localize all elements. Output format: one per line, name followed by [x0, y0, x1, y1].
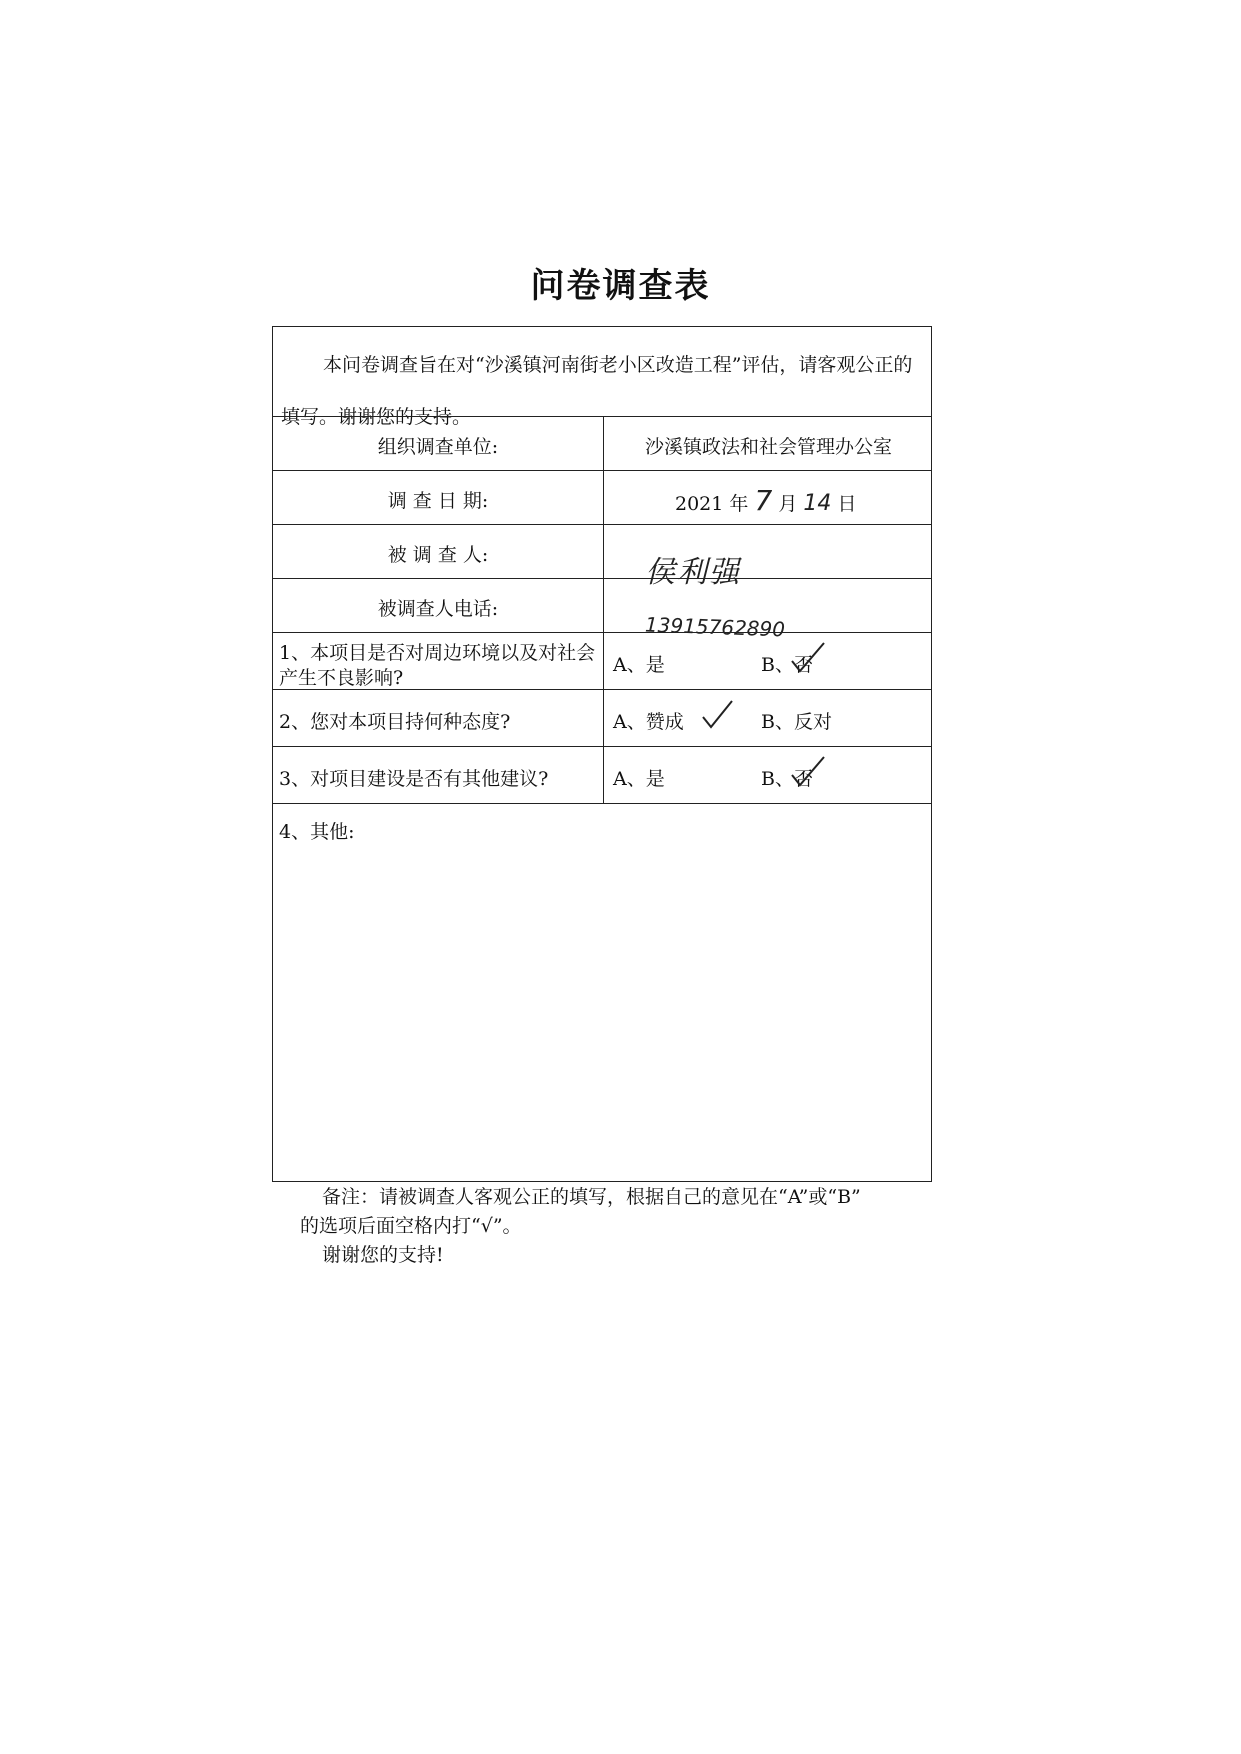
date-label: 调 查 日 期:	[387, 490, 489, 512]
checkmark-icon	[788, 637, 828, 677]
divider	[273, 578, 931, 579]
other-input-area[interactable]	[279, 847, 925, 1173]
question-3-option-a[interactable]: A、是	[613, 768, 665, 790]
divider	[273, 524, 931, 525]
column-divider	[603, 416, 604, 803]
divider	[273, 632, 931, 633]
divider	[273, 470, 931, 471]
question-2-text: 2、您对本项目持何种态度?	[279, 711, 511, 733]
question-1-option-a[interactable]: A、是	[613, 654, 665, 676]
org-label: 组织调查单位:	[377, 436, 499, 458]
divider	[273, 416, 931, 417]
date-day: 14	[803, 491, 832, 516]
other-label: 4、其他:	[279, 821, 355, 843]
date-field[interactable]	[675, 484, 856, 517]
notes-line-3: 谢谢您的支持!	[322, 1244, 444, 1266]
divider	[273, 746, 931, 747]
question-2-option-a[interactable]: A、赞成	[613, 711, 684, 733]
question-1-option-b[interactable]: B、否	[761, 654, 813, 676]
question-2-option-b[interactable]: B、反对	[761, 711, 832, 733]
intro-text: 本问卷调查旨在对“沙溪镇河南街老小区改造工程”评估，请客观公正的填写。谢谢您的支持。	[281, 354, 913, 428]
notes	[300, 1183, 940, 1270]
date-month-unit: 月	[778, 493, 798, 515]
question-1-text: 1、本项目是否对周边环境以及对社会产生不良影响?	[279, 642, 596, 689]
checkmark-icon	[699, 697, 735, 731]
divider	[273, 803, 931, 804]
checkmark-icon	[788, 751, 828, 791]
date-year: 2021 年	[675, 493, 749, 515]
page-title: 问卷调查表	[530, 266, 711, 306]
phone-value[interactable]: 13915762890	[644, 612, 786, 642]
person-label: 被 调 查 人:	[387, 544, 489, 566]
person-signature[interactable]: 侯利强	[645, 555, 741, 590]
question-3-option-b[interactable]: B、否	[761, 768, 813, 790]
notes-line-1: 备注：请被调查人客观公正的填写，根据自己的意见在“A”或“B”	[322, 1186, 861, 1208]
question-3-text: 3、对项目建设是否有其他建议?	[279, 768, 549, 790]
notes-line-2: 的选项后面空格内打“√”。	[300, 1215, 522, 1237]
phone-label: 被调查人电话:	[377, 598, 499, 620]
survey-form	[272, 326, 932, 1182]
date-month: 7	[754, 484, 773, 517]
date-day-unit: 日	[837, 493, 857, 515]
org-value: 沙溪镇政法和社会管理办公室	[644, 436, 892, 458]
